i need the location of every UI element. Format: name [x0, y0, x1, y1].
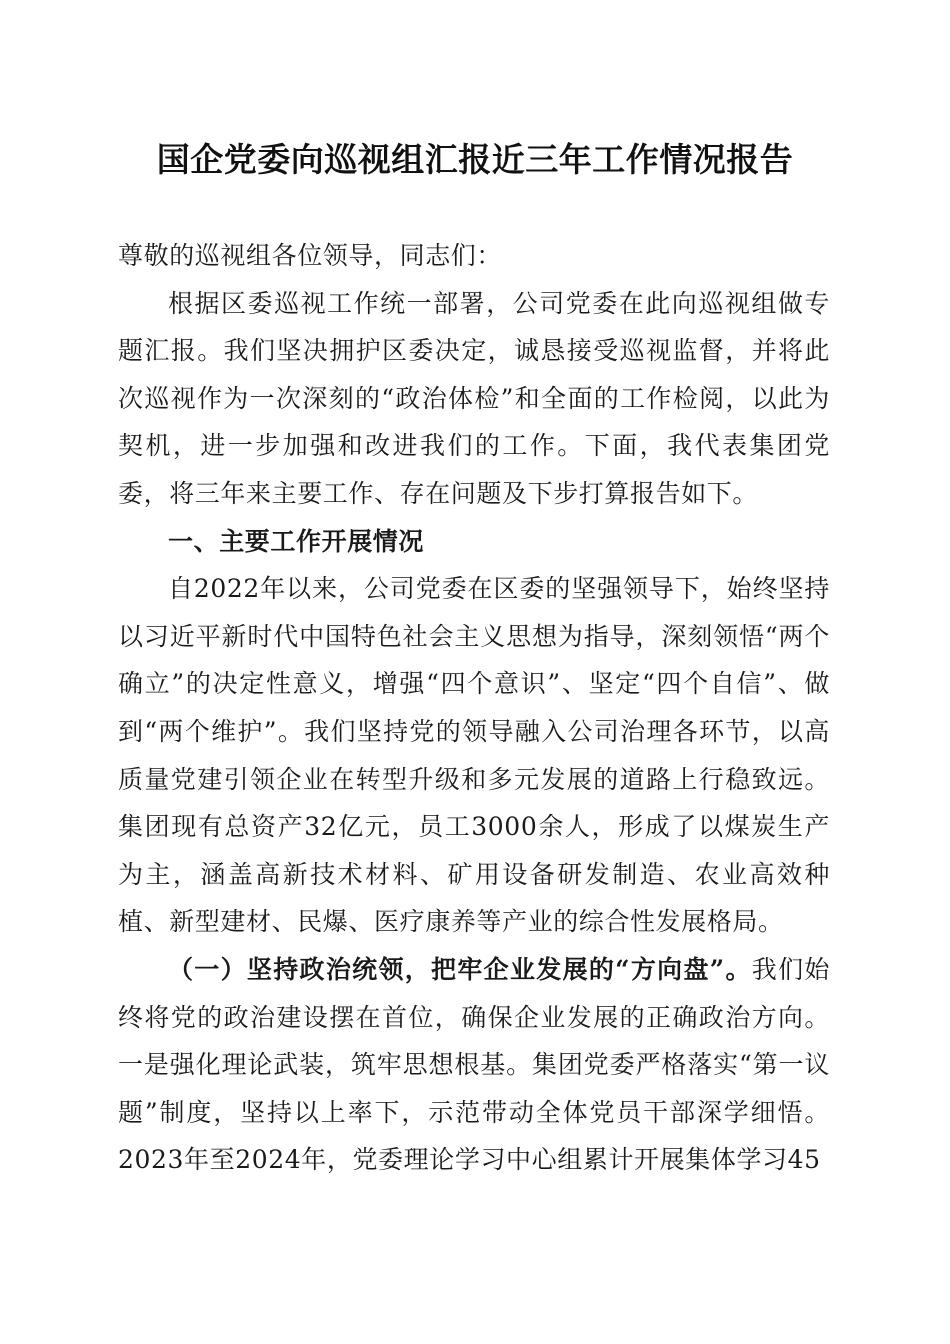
section-heading: 一、主要工作开展情况	[168, 526, 425, 556]
subsection-paragraph	[118, 946, 830, 1184]
salutation: 尊敬的巡视组各位领导，同志们：	[118, 241, 503, 270]
intro-paragraph: 根据区委巡视工作统一部署，公司党委在此向巡视组做专题汇报。我们坚决拥护区委决定，诚恳接受巡视监督，并将此次巡视作为一次深刻的“政治体检”和全面的工作检阅，以此为契机，进一步加强和改进我们的工作。下面，我代表集团党委，将三年来主要工作、存在问题及下步打算报告如下。	[118, 288, 830, 508]
subsection-text: 我们始终将党的政治建设摆在首位，确保企业发展的正确政治方向。一是强化理论武装，筑牢思想根基。集团党委严格落实“第一议题”制度，坚持以上率下，示范带动全体党员干部深学细悟。2023年至2024年，党委理论学习中心组累计开展集体学习45	[118, 954, 830, 1175]
document-body	[118, 232, 830, 1184]
section-paragraph: 自2022年以来，公司党委在区委的坚强领导下，始终坚持以习近平新时代中国特色社会主义思想为指导，深刻领悟“两个确立”的决定性意义，增强“四个意识”、坚定“四个自信”、做到“两个维护”。我们坚持党的领导融入公司治理各环节，以高质量党建引领企业在转型升级和多元发展的道路上行稳致远。集团现有总资产32亿元，员工3000余人，形成了以煤炭生产为主，涵盖高新技术材料、矿用设备研发制造、农业高效种植、新型建材、民爆、医疗康养等产业的综合性发展格局。	[118, 574, 830, 937]
document-title: 国企党委向巡视组汇报近三年工作情况报告	[156, 140, 794, 179]
subsection-heading: （一）坚持政治统领，把牢企业发展的“方向盘”。	[168, 954, 752, 984]
